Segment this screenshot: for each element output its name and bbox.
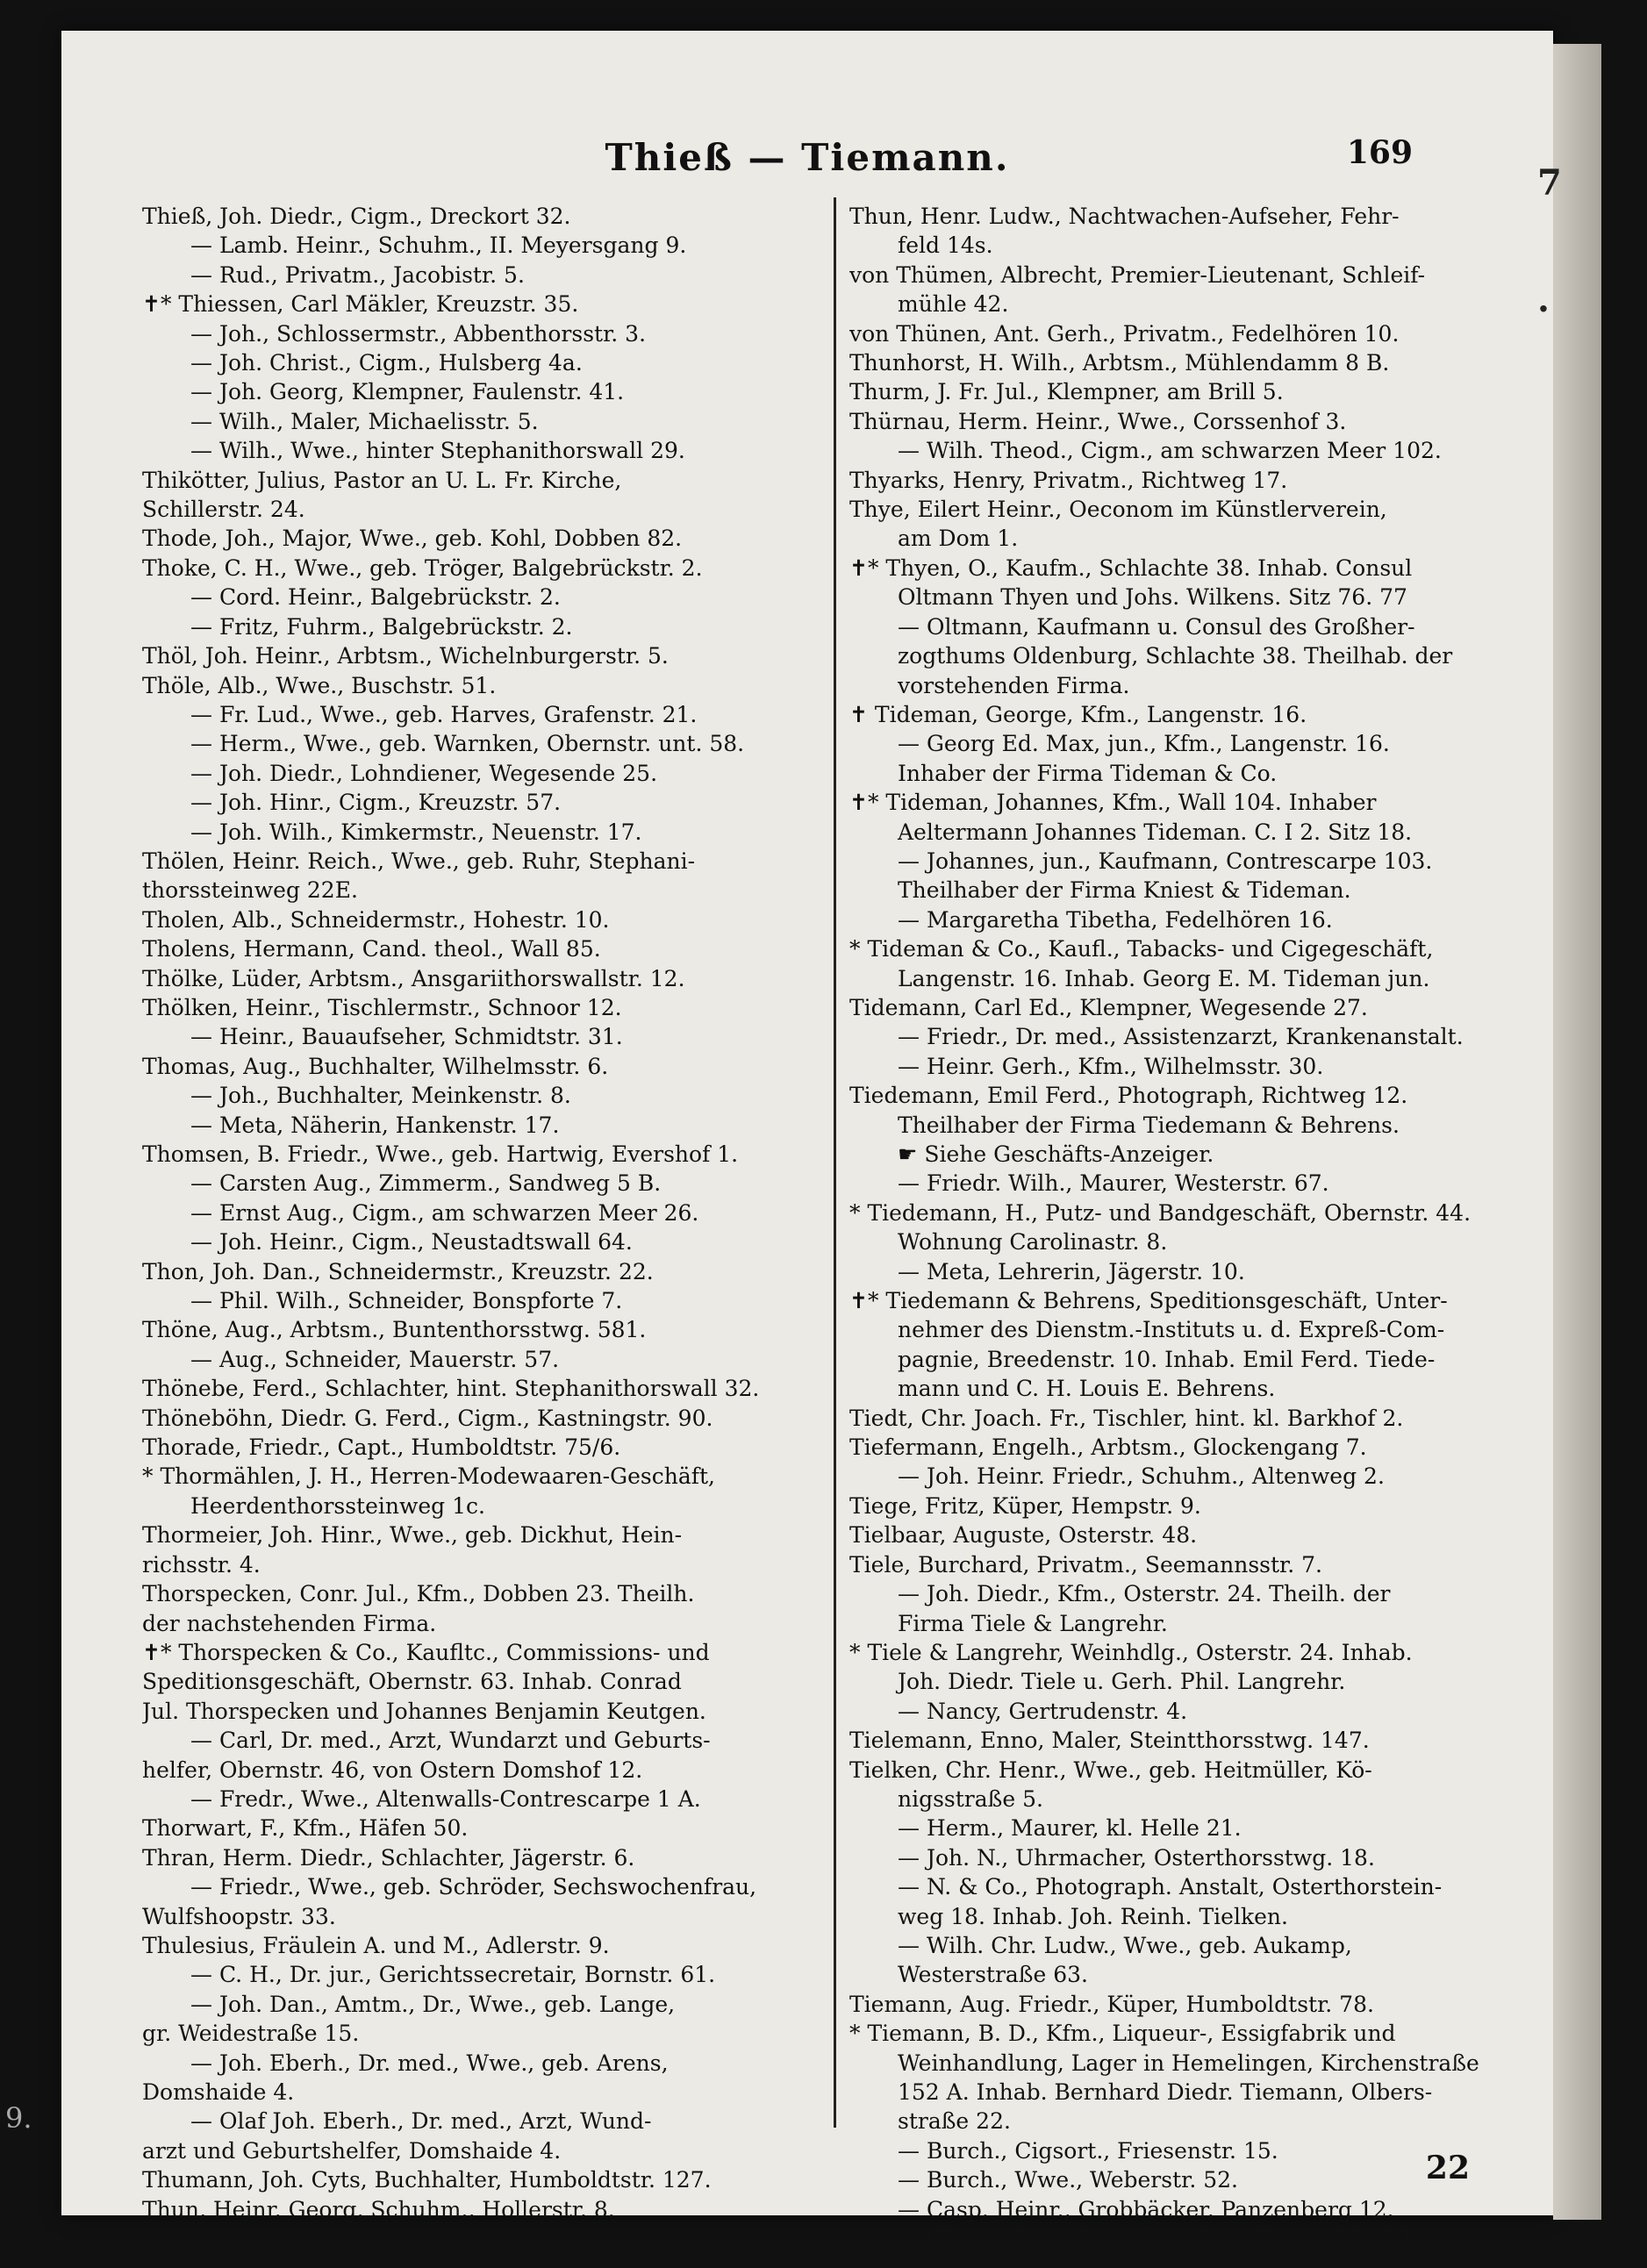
directory-entry-line: ✝* Thyen, O., Kaufm., Schlachte 38. Inhab. Consul [849,554,1413,581]
directory-entry-line: Thölke, Lüder, Arbtsm., Ansgariithorswallstr. 12. [142,965,685,991]
directory-entry-line: Thikötter, Julius, Pastor an U. L. Fr. Kirche, [142,467,622,493]
directory-entry-line: Inhaber der Firma Tideman & Co. [898,760,1278,786]
directory-entry-line: Thölen, Heinr. Reich., Wwe., geb. Ruhr, Stephani- [142,848,696,874]
directory-entry-line: helfer, Obernstr. 46, von Ostern Domshof 12. [142,1756,643,1783]
directory-entry-line: Thölken, Heinr., Tischlermstr., Schnoor 12. [142,994,622,1020]
directory-entry-line: Thomsen, B. Friedr., Wwe., geb. Hartwig, Evershof 1. [142,1141,739,1167]
directory-entry-line: — Burch., Cigsort., Friesenstr. 15. [898,2137,1278,2164]
directory-entry-line: — Heinr. Gerh., Kfm., Wilhelmsstr. 30. [898,1053,1324,1079]
directory-entry-line: Tielbaar, Auguste, Osterstr. 48. [849,1522,1198,1549]
directory-entry-line: * Tideman & Co., Kaufl., Tabacks- und Cigegeschäft, [849,936,1434,962]
directory-entry-line: * Tiele & Langrehr, Weinhdlg., Osterstr. 24. Inhab. [849,1639,1413,1665]
directory-entry-line: — Joh. Eberh., Dr. med., Wwe., geb. Arens, [190,2050,669,2076]
directory-entry-line: arzt und Geburtshelfer, Domshaide 4. [142,2137,562,2164]
directory-entry-line: — Fr. Lud., Wwe., geb. Harves, Grafenstr. 21. [190,701,698,727]
directory-entry-line: zogthums Oldenburg, Schlachte 38. Theilhab. der [898,643,1453,669]
directory-entry-line: Tidemann, Carl Ed., Klempner, Wegesende 27. [849,994,1368,1020]
directory-entry-line: am Dom 1. [898,526,1019,552]
directory-entry-line: — Fritz, Fuhrm., Balgebrückstr. 2. [190,613,573,640]
directory-entry-line: nehmer des Dienstm.-Instituts u. d. Expreß-Com- [898,1317,1445,1343]
directory-entry-line: * Thormählen, J. H., Herren-Modewaaren-Geschäft, [142,1463,715,1490]
directory-entry-line: Thorwart, F., Kfm., Häfen 50. [142,1815,469,1842]
directory-entry-line: — Friedr. Wilh., Maurer, Westerstr. 67. [898,1170,1329,1197]
directory-entry-line: — Olaf Joh. Eberh., Dr. med., Arzt, Wund- [190,2108,652,2135]
directory-entry-line: — Joh., Buchhalter, Meinkenstr. 8. [190,1083,571,1109]
directory-entry-line: — Ernst Aug., Cigm., am schwarzen Meer 26. [190,1199,699,1226]
directory-entry-line: ✝ Tideman, George, Kfm., Langenstr. 16. [849,701,1307,727]
directory-entry-line: weg 18. Inhab. Joh. Reinh. Tielken. [898,1903,1288,1929]
directory-entry-line: — Joh. Diedr., Kfm., Osterstr. 24. Theilh. der [898,1581,1391,1607]
directory-entry-line: — Casp. Heinr., Grobbäcker, Panzenberg 12. [898,2196,1394,2222]
left-column [142,202,791,2224]
column-divider [834,197,836,2128]
directory-entry-line: mühle 42. [898,291,1009,318]
directory-entry-line: — Wilh. Theod., Cigm., am schwarzen Meer 102. [898,438,1442,464]
directory-entry-line: gr. Weidestraße 15. [142,2021,360,2047]
directory-entry-line: der nachstehenden Firma. [142,1610,437,1636]
directory-entry-line: straße 22. [898,2108,1011,2135]
directory-entry-line: Wulfshoopstr. 33. [142,1903,336,1929]
next-page-glyph: . [1537,279,1550,320]
directory-entry-line: — Cord. Heinr., Balgebrückstr. 2. [190,584,561,611]
directory-entry-line: vorstehenden Firma. [898,672,1130,698]
directory-entry-line: — Lamb. Heinr., Schuhm., II. Meyersgang 9. [190,233,687,259]
directory-entry-line: thorssteinweg 22E. [142,877,358,904]
directory-entry-line: Theilhaber der Firma Tiedemann & Behrens. [898,1112,1400,1138]
directory-entry-line: von Thünen, Ant. Gerh., Privatm., Fedelhören 10. [849,320,1400,347]
directory-entry-line: — C. H., Dr. jur., Gerichtssecretair, Bornstr. 61. [190,1962,716,1988]
directory-entry-line: ✝* Tideman, Johannes, Kfm., Wall 104. Inhaber [849,790,1377,816]
directory-entry-line: ☛ Siehe Geschäfts-Anzeiger. [898,1141,1214,1167]
directory-entry-line: Aeltermann Johannes Tideman. C. I 2. Sitz 18. [898,819,1413,845]
page-edge [1553,44,1601,2220]
directory-entry-line: Speditionsgeschäft, Obernstr. 63. Inhab. Conrad [142,1669,682,1695]
directory-entry-line: — Heinr., Bauaufseher, Schmidtstr. 31. [190,1024,623,1050]
directory-entry-line: — Joh. Heinr. Friedr., Schuhm., Altenweg 2. [898,1463,1385,1490]
directory-entry-line: Thurm, J. Fr. Jul., Klempner, am Brill 5. [849,379,1284,405]
page-number: 169 [1346,134,1413,171]
directory-entry-line: Oltmann Thyen und Johs. Wilkens. Sitz 76. 77 [898,584,1407,611]
directory-entry-line: * Tiedemann, H., Putz- und Bandgeschäft, Obernstr. 44. [849,1199,1472,1226]
directory-entry-line: Tiege, Fritz, Küper, Hempstr. 9. [849,1492,1201,1519]
signature-mark: 22 [1425,2150,1470,2186]
directory-entry-line: — Carsten Aug., Zimmerm., Sandweg 5 B. [190,1170,662,1197]
directory-entry-line: — Phil. Wilh., Schneider, Bonspforte 7. [190,1288,623,1314]
directory-entry-line: — Joh. Hinr., Cigm., Kreuzstr. 57. [190,790,562,816]
directory-entry-line: — Wilh., Maler, Michaelisstr. 5. [190,408,539,434]
directory-entry-line: — Nancy, Gertrudenstr. 4. [898,1698,1188,1724]
directory-entry-line: — Joh. Wilh., Kimkermstr., Neuenstr. 17. [190,819,642,845]
directory-entry-line: — Georg Ed. Max, jun., Kfm., Langenstr. 16. [898,731,1390,757]
directory-entry-line: — Carl, Dr. med., Arzt, Wundarzt und Geburts- [190,1728,711,1754]
directory-entry-line: Thöle, Alb., Wwe., Buschstr. 51. [142,672,497,698]
directory-entry-line: ✝* Tiedemann & Behrens, Speditionsgeschäft, Unter- [849,1288,1448,1314]
directory-entry-line: Thöl, Joh. Heinr., Arbtsm., Wichelnburgerstr. 5. [142,643,669,669]
directory-entry-line: — Burch., Wwe., Weberstr. 52. [898,2167,1238,2193]
directory-entry-line: — Oltmann, Kaufmann u. Consul des Großher- [898,613,1415,640]
directory-entry-line: Thulesius, Fräulein A. und M., Adlerstr. 9. [142,1932,610,1958]
prev-page-glyph: 9. [5,2101,32,2135]
directory-entry-line: — Rud., Privatm., Jacobistr. 5. [190,261,525,288]
page-header: Thieß — Tiemann. [605,136,1010,179]
directory-entry-line: — Joh. Dan., Amtm., Dr., Wwe., geb. Lange, [190,1991,676,2017]
directory-entry-line: — Meta, Lehrerin, Jägerstr. 10. [898,1258,1245,1284]
directory-entry-line: — Fredr., Wwe., Altenwalls-Contrescarpe 1 A. [190,1785,701,1812]
directory-entry-line: — Johannes, jun., Kaufmann, Contrescarpe 103. [898,848,1433,874]
directory-entry-line: Tielken, Chr. Henr., Wwe., geb. Heitmüller, Kö- [849,1756,1372,1783]
directory-entry-line: Thon, Joh. Dan., Schneidermstr., Kreuzstr. 22. [142,1258,654,1284]
directory-entry-line: Schillerstr. 24. [142,497,305,523]
directory-entry-line: feld 14s. [898,233,993,259]
directory-entry-line: — Joh. Christ., Cigm., Hulsberg 4a. [190,350,583,376]
directory-entry-line: Thun, Henr. Ludw., Nachtwachen-Aufseher, Fehr- [849,204,1400,229]
directory-entry-line: nigsstraße 5. [898,1785,1043,1812]
directory-entry-line: — Herm., Wwe., geb. Warnken, Obernstr. unt. 58. [190,731,745,757]
directory-entry-line: — Joh. N., Uhrmacher, Osterthorsstwg. 18. [898,1844,1375,1871]
directory-page [61,31,1553,2252]
directory-entry-line: Westerstraße 63. [898,1962,1089,1988]
directory-entry-line: Domshaide 4. [142,2079,295,2105]
directory-entry-line: Thorade, Friedr., Capt., Humboldtstr. 75/6. [142,1434,621,1461]
directory-entry-line: Theilhaber der Firma Kniest & Tideman. [898,877,1351,904]
directory-entry-line: Thieß, Joh. Diedr., Cigm., Dreckort 32. [142,204,571,229]
directory-entry-line: Tiedemann, Emil Ferd., Photograph, Richtweg 12. [849,1083,1408,1109]
directory-entry-line: Thorspecken, Conr. Jul., Kfm., Dobben 23. Theilh. [142,1581,695,1607]
directory-entry-line: Thumann, Joh. Cyts, Buchhalter, Humboldtstr. 127. [142,2167,712,2193]
directory-entry-line: ✝* Thorspecken & Co., Kaufltc., Commissions- und [142,1639,710,1665]
directory-entry-line: Joh. Diedr. Tiele u. Gerh. Phil. Langrehr. [898,1669,1346,1695]
directory-entry-line: Thun, Heinr. Georg, Schuhm., Hollerstr. 8. [142,2196,615,2222]
directory-entry-line: — Wilh., Wwe., hinter Stephanithorswall 29. [190,438,685,464]
directory-entry-line: Tholens, Hermann, Cand. theol., Wall 85. [142,936,601,962]
directory-entry-line: Thunhorst, H. Wilh., Arbtsm., Mühlendamm 8 B. [849,350,1390,376]
directory-entry-line: Thoke, C. H., Wwe., geb. Tröger, Balgebrückstr. 2. [142,554,703,581]
directory-entry-line: — Friedr., Dr. med., Assistenzarzt, Krankenanstalt. [898,1024,1464,1050]
directory-entry-line: Heerdenthorssteinweg 1c. [190,1492,485,1519]
directory-entry-line: Tiefermann, Engelh., Arbtsm., Glockengang 7. [849,1434,1367,1461]
directory-entry-line: — Joh. Heinr., Cigm., Neustadtswall 64. [190,1229,633,1256]
directory-entry-line: Tholen, Alb., Schneidermstr., Hohestr. 10. [142,906,610,933]
directory-entry-line: Langenstr. 16. Inhab. Georg E. M. Tideman jun. [898,965,1430,991]
next-page-glyph: 7 [1537,162,1562,204]
directory-entry-line: Jul. Thorspecken und Johannes Benjamin Keutgen. [142,1698,706,1724]
directory-entry-line: Wohnung Carolinastr. 8. [898,1229,1168,1256]
directory-entry-line: Tiele, Burchard, Privatm., Seemannsstr. 7. [849,1551,1323,1578]
directory-entry-line: — N. & Co., Photograph. Anstalt, Osterthorstein- [898,1874,1443,1900]
directory-entry-line: — Margaretha Tibetha, Fedelhören 16. [898,906,1333,933]
directory-entry-line: — Aug., Schneider, Mauerstr. 57. [190,1346,560,1372]
directory-entry-line: — Joh. Georg, Klempner, Faulenstr. 41. [190,379,625,405]
directory-entry-line: ✝* Thiessen, Carl Mäkler, Kreuzstr. 35. [142,291,579,318]
directory-entry-line: Firma Tiele & Langrehr. [898,1610,1168,1636]
directory-entry-line: richsstr. 4. [142,1551,261,1578]
directory-entry-line: Tielemann, Enno, Maler, Steintthorsstwg. 147. [849,1728,1370,1754]
directory-entry-line: — Meta, Näherin, Hankenstr. 17. [190,1112,560,1138]
directory-entry-line: Thye, Eilert Heinr., Oeconom im Künstlerverein, [849,497,1387,523]
directory-entry-line: von Thümen, Albrecht, Premier-Lieutenant, Schleif- [849,261,1426,288]
directory-entry-line: — Friedr., Wwe., geb. Schröder, Sechswochenfrau, [190,1874,757,1900]
directory-entry-line: Thürnau, Herm. Heinr., Wwe., Corssenhof 3. [849,408,1347,434]
directory-entry-line: Thomas, Aug., Buchhalter, Wilhelmsstr. 6. [142,1053,609,1079]
directory-entry-line: 152 A. Inhab. Bernhard Diedr. Tiemann, Olbers- [898,2079,1433,2105]
directory-entry-line: mann und C. H. Louis E. Behrens. [898,1376,1276,1402]
directory-entry-line: pagnie, Breedenstr. 10. Inhab. Emil Ferd. Tiede- [898,1346,1436,1372]
directory-entry-line: — Wilh. Chr. Ludw., Wwe., geb. Aukamp, [898,1932,1352,1958]
directory-entry-line: — Chr. Ludw., Uhrmacher, U. L. Fr. Kirchhof 20. [898,2226,1432,2252]
directory-entry-line: Thöne, Aug., Arbtsm., Buntenthorsstwg. 581. [142,1317,647,1343]
directory-entry-line: Tiedt, Chr. Joach. Fr., Tischler, hint. kl. Barkhof 2. [849,1405,1404,1431]
directory-entry-line: — Joh., Schlossermstr., Abbenthorsstr. 3. [190,320,647,347]
directory-entry-line: Thode, Joh., Major, Wwe., geb. Kohl, Dobben 82. [142,526,683,552]
directory-entry-line: Thöneböhn, Diedr. G. Ferd., Cigm., Kastningstr. 90. [142,1405,713,1431]
directory-entry-line: Thyarks, Henry, Privatm., Richtweg 17. [849,467,1288,493]
directory-entry-line: — Herm., Maurer, kl. Helle 21. [898,1815,1242,1842]
directory-entry-line: * Tiemann, B. D., Kfm., Liqueur-, Essigfabrik und [849,2021,1396,2047]
directory-entry-line: Tiemann, Aug. Friedr., Küper, Humboldtstr. 78. [849,1991,1374,2017]
directory-entry-line: Thormeier, Joh. Hinr., Wwe., geb. Dickhut, Hein- [142,1522,683,1549]
directory-entry-line: Thran, Herm. Diedr., Schlachter, Jägerstr. 6. [142,1844,635,1871]
right-column [849,202,1499,2253]
directory-entry-line: — Joh. Diedr., Lohndiener, Wegesende 25. [190,760,658,786]
directory-entry-line: Thönebe, Ferd., Schlachter, hint. Stephanithorswall 32. [142,1376,760,1402]
directory-entry-line: Weinhandlung, Lager in Hemelingen, Kirchenstraße [898,2050,1479,2076]
